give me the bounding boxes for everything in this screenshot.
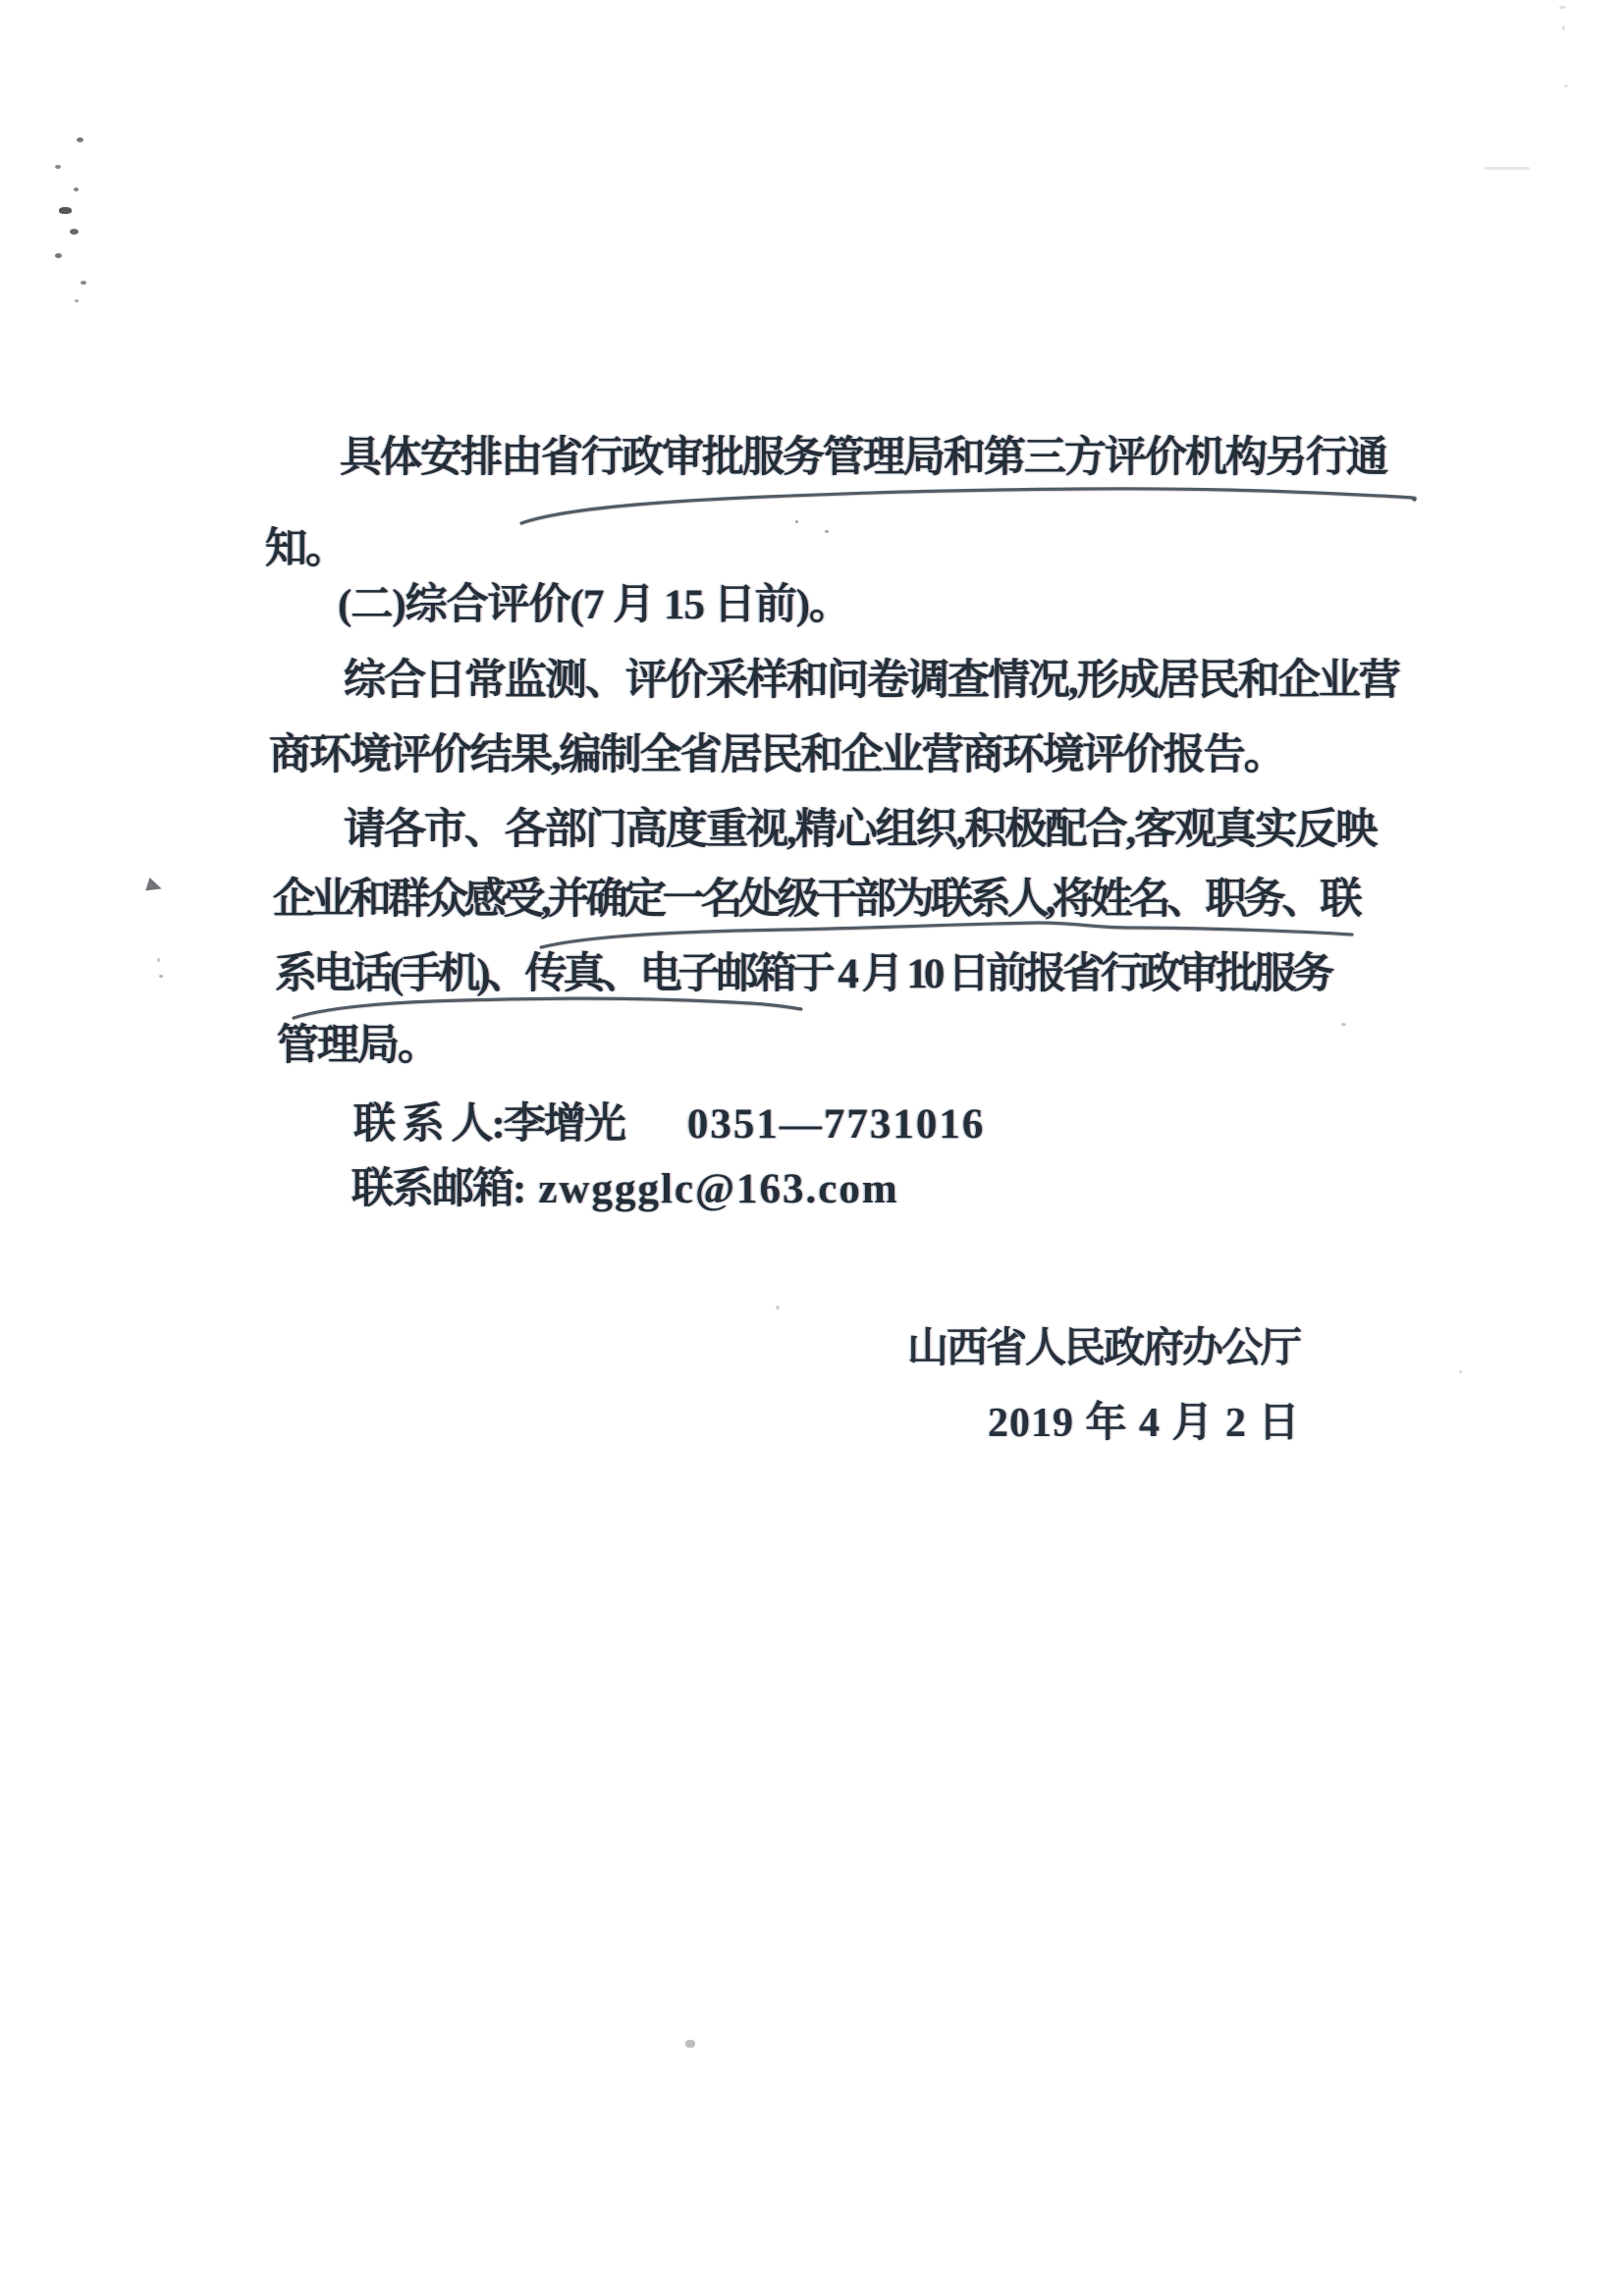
para3-line3: 系电话(手机)、传真、电子邮箱于 4 月 10 日前报省行政审批服务 — [275, 951, 1331, 997]
scan-speck — [55, 253, 62, 258]
para2-line2: 商环境评价结果,编制全省居民和企业营商环境评价报告。 — [269, 732, 1284, 778]
scan-speck — [1559, 6, 1566, 9]
scan-speck — [59, 207, 72, 214]
scan-smudge — [1485, 167, 1530, 170]
scan-speck — [77, 137, 83, 142]
contact-phone: 0351—7731016 — [686, 1101, 986, 1148]
para2-line1: 综合日常监测、评价采样和问卷调查情况,形成居民和企业营 — [344, 658, 1399, 704]
underline-fringe-1 — [521, 490, 1415, 524]
scan-speck — [685, 2040, 695, 2048]
scan-speck — [1564, 84, 1568, 87]
para1-line1: 具体安排由省行政审批服务管理局和第三方评价机构另行通 — [340, 435, 1386, 481]
underline-stroke-3 — [294, 998, 801, 1018]
scan-speck — [825, 530, 829, 533]
underline-fringe-2 — [541, 925, 1352, 949]
contact-email-line — [352, 1166, 899, 1212]
scan-speck — [55, 165, 61, 169]
underline-stroke-1 — [521, 489, 1415, 523]
scan-speck — [145, 878, 164, 895]
contact-email: zwggglc@163.com — [538, 1166, 899, 1212]
underline-stroke-2 — [541, 923, 1352, 947]
scan-speck — [75, 299, 79, 302]
scan-speck — [1562, 26, 1565, 30]
contact-person-line — [353, 1101, 985, 1148]
underline-fringe-3 — [294, 1000, 801, 1020]
scan-speck — [1341, 1023, 1346, 1026]
scan-speck — [70, 229, 79, 235]
contact-email-label: 联系邮箱: — [352, 1166, 525, 1212]
contact-person-label: 联 系 人: — [353, 1101, 504, 1148]
scan-speck — [157, 958, 160, 962]
scan-speck — [159, 975, 163, 978]
signature-org: 山西省人民政府办公厅 — [907, 1326, 1301, 1371]
contact-person-name: 李增光 — [503, 1101, 624, 1148]
scan-speck — [795, 520, 798, 523]
para3-line1: 请各市、各部门高度重视,精心组织,积极配合,客观真实反映 — [344, 807, 1377, 853]
scan-speck — [74, 187, 79, 191]
para1-line2: 知。 — [265, 526, 346, 572]
signature-date: 2019 年 4 月 2 日 — [988, 1401, 1301, 1446]
scan-speck — [81, 281, 86, 285]
para3-line2: 企业和群众感受,并确定一名处级干部为联系人,将姓名、职务、联 — [273, 877, 1359, 923]
scan-speck — [776, 1306, 780, 1309]
scan-speck — [1459, 1370, 1462, 1373]
para3-line4: 管理局。 — [277, 1023, 438, 1069]
section-heading: (二)综合评价(7 月 15 日前)。 — [338, 582, 851, 628]
